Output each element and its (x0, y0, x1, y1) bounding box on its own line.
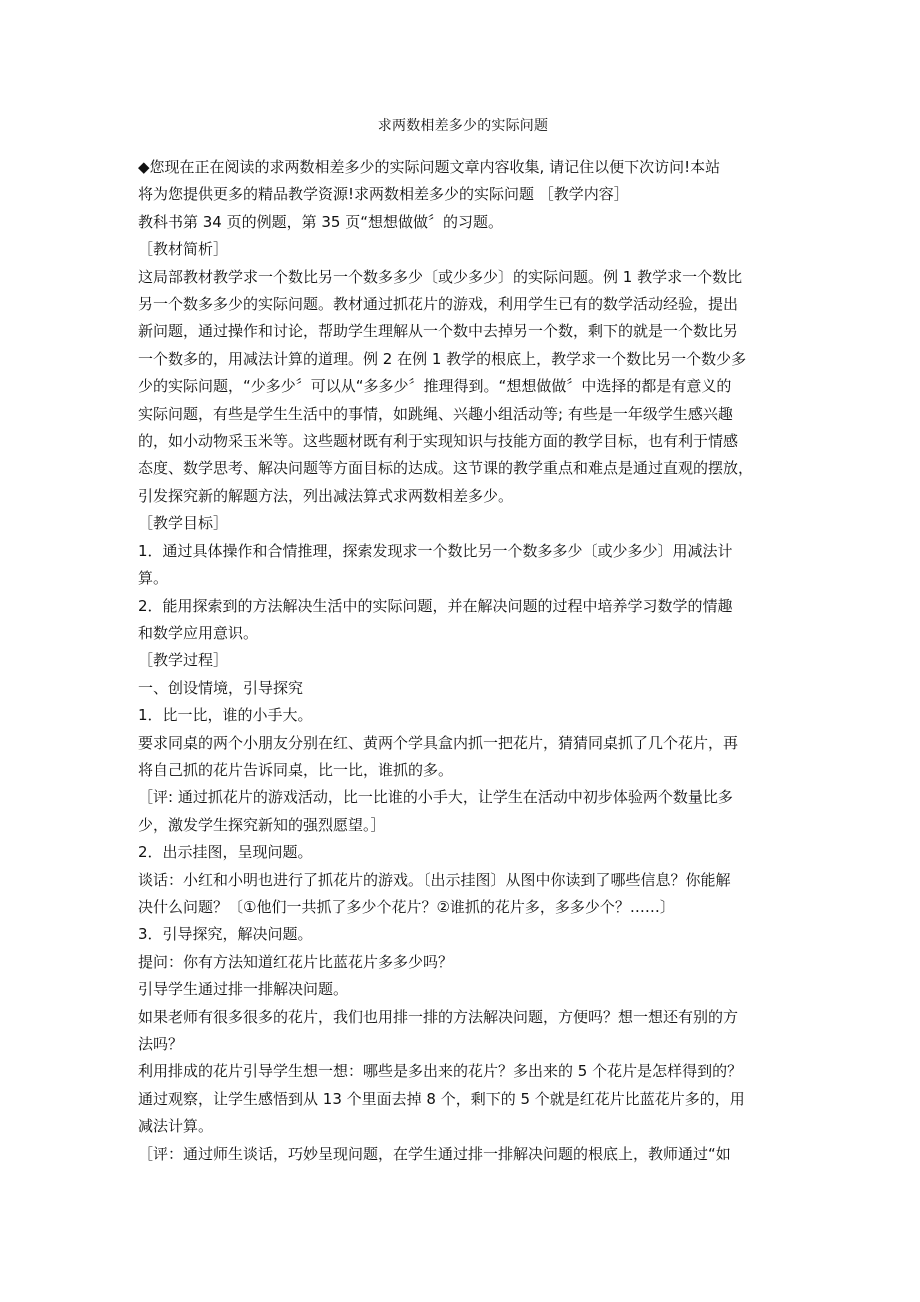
body-line: 引发探究新的解题方法，列出减法算式求两数相差多少。 (138, 486, 514, 505)
document-body (138, 154, 788, 1168)
body-line: 要求同桌的两个小朋友分别在红、黄两个学具盒内抓一把花片，猜猜同桌抓了几个花片，再 (138, 733, 739, 752)
body-line: 1．通过具体操作和合情推理，探索发现求一个数比另一个数多多少〔或少多少〕用减法计 (138, 541, 733, 560)
body-line: 将为您提供更多的精品教学资源!求两数相差多少的实际问题 ［教学内容］ (138, 185, 629, 204)
body-line: 实际问题，有些是学生生活中的事情，如跳绳、兴趣小组活动等; 有些是一年级学生感兴趣 (138, 404, 733, 423)
body-line: 少的实际问题，“少多少〞可以从“多多少〞推理得到。“想想做做〞中选择的都是有意义的 (138, 377, 732, 396)
body-line: 2．出示挂图，呈现问题。 (138, 843, 313, 862)
section-heading: ［教材简析］ (138, 240, 229, 259)
body-line: ［评: 通过抓花片的游戏活动，比一比谁的小手大，让学生在活动中初步体验两个数量比多 (138, 788, 733, 807)
body-line: 2．能用探索到的方法解决生活中的实际问题，并在解决问题的过程中培养学习数学的情趣 (138, 596, 733, 615)
body-line: 3．引导探究，解决问题。 (138, 925, 313, 944)
body-line: 谈话：小红和小明也进行了抓花片的游戏。〔出示挂图〕从图中你读到了哪些信息？你能解 (138, 870, 731, 889)
body-line: 法吗？ (138, 1035, 184, 1053)
document-title: 求两数相差多少的实际问题 (377, 118, 549, 134)
body-line: 这局部教材教学求一个数比另一个数多多少〔或少多少〕的实际问题。例 1 教学求一个数比 (138, 267, 743, 286)
body-line: 的，如小动物采玉米等。这些题材既有利于实现知识与技能方面的教学目标，也有利于情感 (138, 432, 739, 451)
body-line: 态度、数学思考、解决问题等方面目标的达成。这节课的教学重点和难点是通过直观的摆放， (138, 459, 754, 478)
body-line: 如果老师有很多很多的花片，我们也用排一排的方法解决问题，方便吗？想一想还有别的方 (138, 1007, 739, 1026)
body-line: 1．比一比，谁的小手大。 (138, 706, 313, 725)
body-line: 另一个数多多少的实际问题。教材通过抓花片的游戏，利用学生已有的数学活动经验，提出 (138, 295, 739, 314)
body-line: 少，激发学生探究新知的强烈愿望。］ (138, 815, 386, 834)
body-line: 减法计算。 (138, 1117, 214, 1136)
section-heading: ［教学目标］ (138, 514, 229, 533)
body-line: 算。 (138, 569, 169, 588)
body-line: 利用排成的花片引导学生想一想：哪些是多出来的花片？多出来的 5 个花片是怎样得到的？ (138, 1062, 743, 1081)
body-line: 一个数多的，用减法计算的道理。例 2 在例 1 教学的根底上，教学求一个数比另一个数少多 (138, 349, 747, 368)
body-line: 将自己抓的花片告诉同桌，比一比，谁抓的多。 (138, 760, 454, 779)
body-line: 和数学应用意识。 (138, 623, 259, 642)
section-heading: ［教学过程］ (138, 651, 229, 670)
body-line: ［评：通过师生谈话，巧妙呈现问题，在学生通过排一排解决问题的根底上，教师通过“如 (138, 1144, 731, 1163)
body-line: 引导学生通过排一排解决问题。 (138, 980, 349, 999)
body-line: 新问题，通过操作和讨论，帮助学生理解从一个数中去掉另一个数，剩下的就是一个数比另 (138, 322, 739, 341)
body-line: 教科书第 34 页的例题，第 35 页“想想做做〞的习题。 (138, 212, 504, 231)
body-line: 通过观察，让学生感悟到从 13 个里面去掉 8 个，剩下的 5 个就是红花片比蓝花片多的，用 (138, 1089, 745, 1108)
body-line: 决什么问题？〔①他们一共抓了多少个花片？②谁抓的花片多，多多少个？……〕 (138, 897, 675, 916)
subsection-heading: 一、创设情境，引导探究 (138, 678, 304, 697)
document-page (138, 112, 788, 1168)
body-line: ◆您现在正在阅读的求两数相差多少的实际问题文章内容收集, 请记住以便下次访问!本站 (138, 158, 721, 176)
body-line: 提问：你有方法知道红花片比蓝花片多多少吗？ (138, 952, 454, 971)
